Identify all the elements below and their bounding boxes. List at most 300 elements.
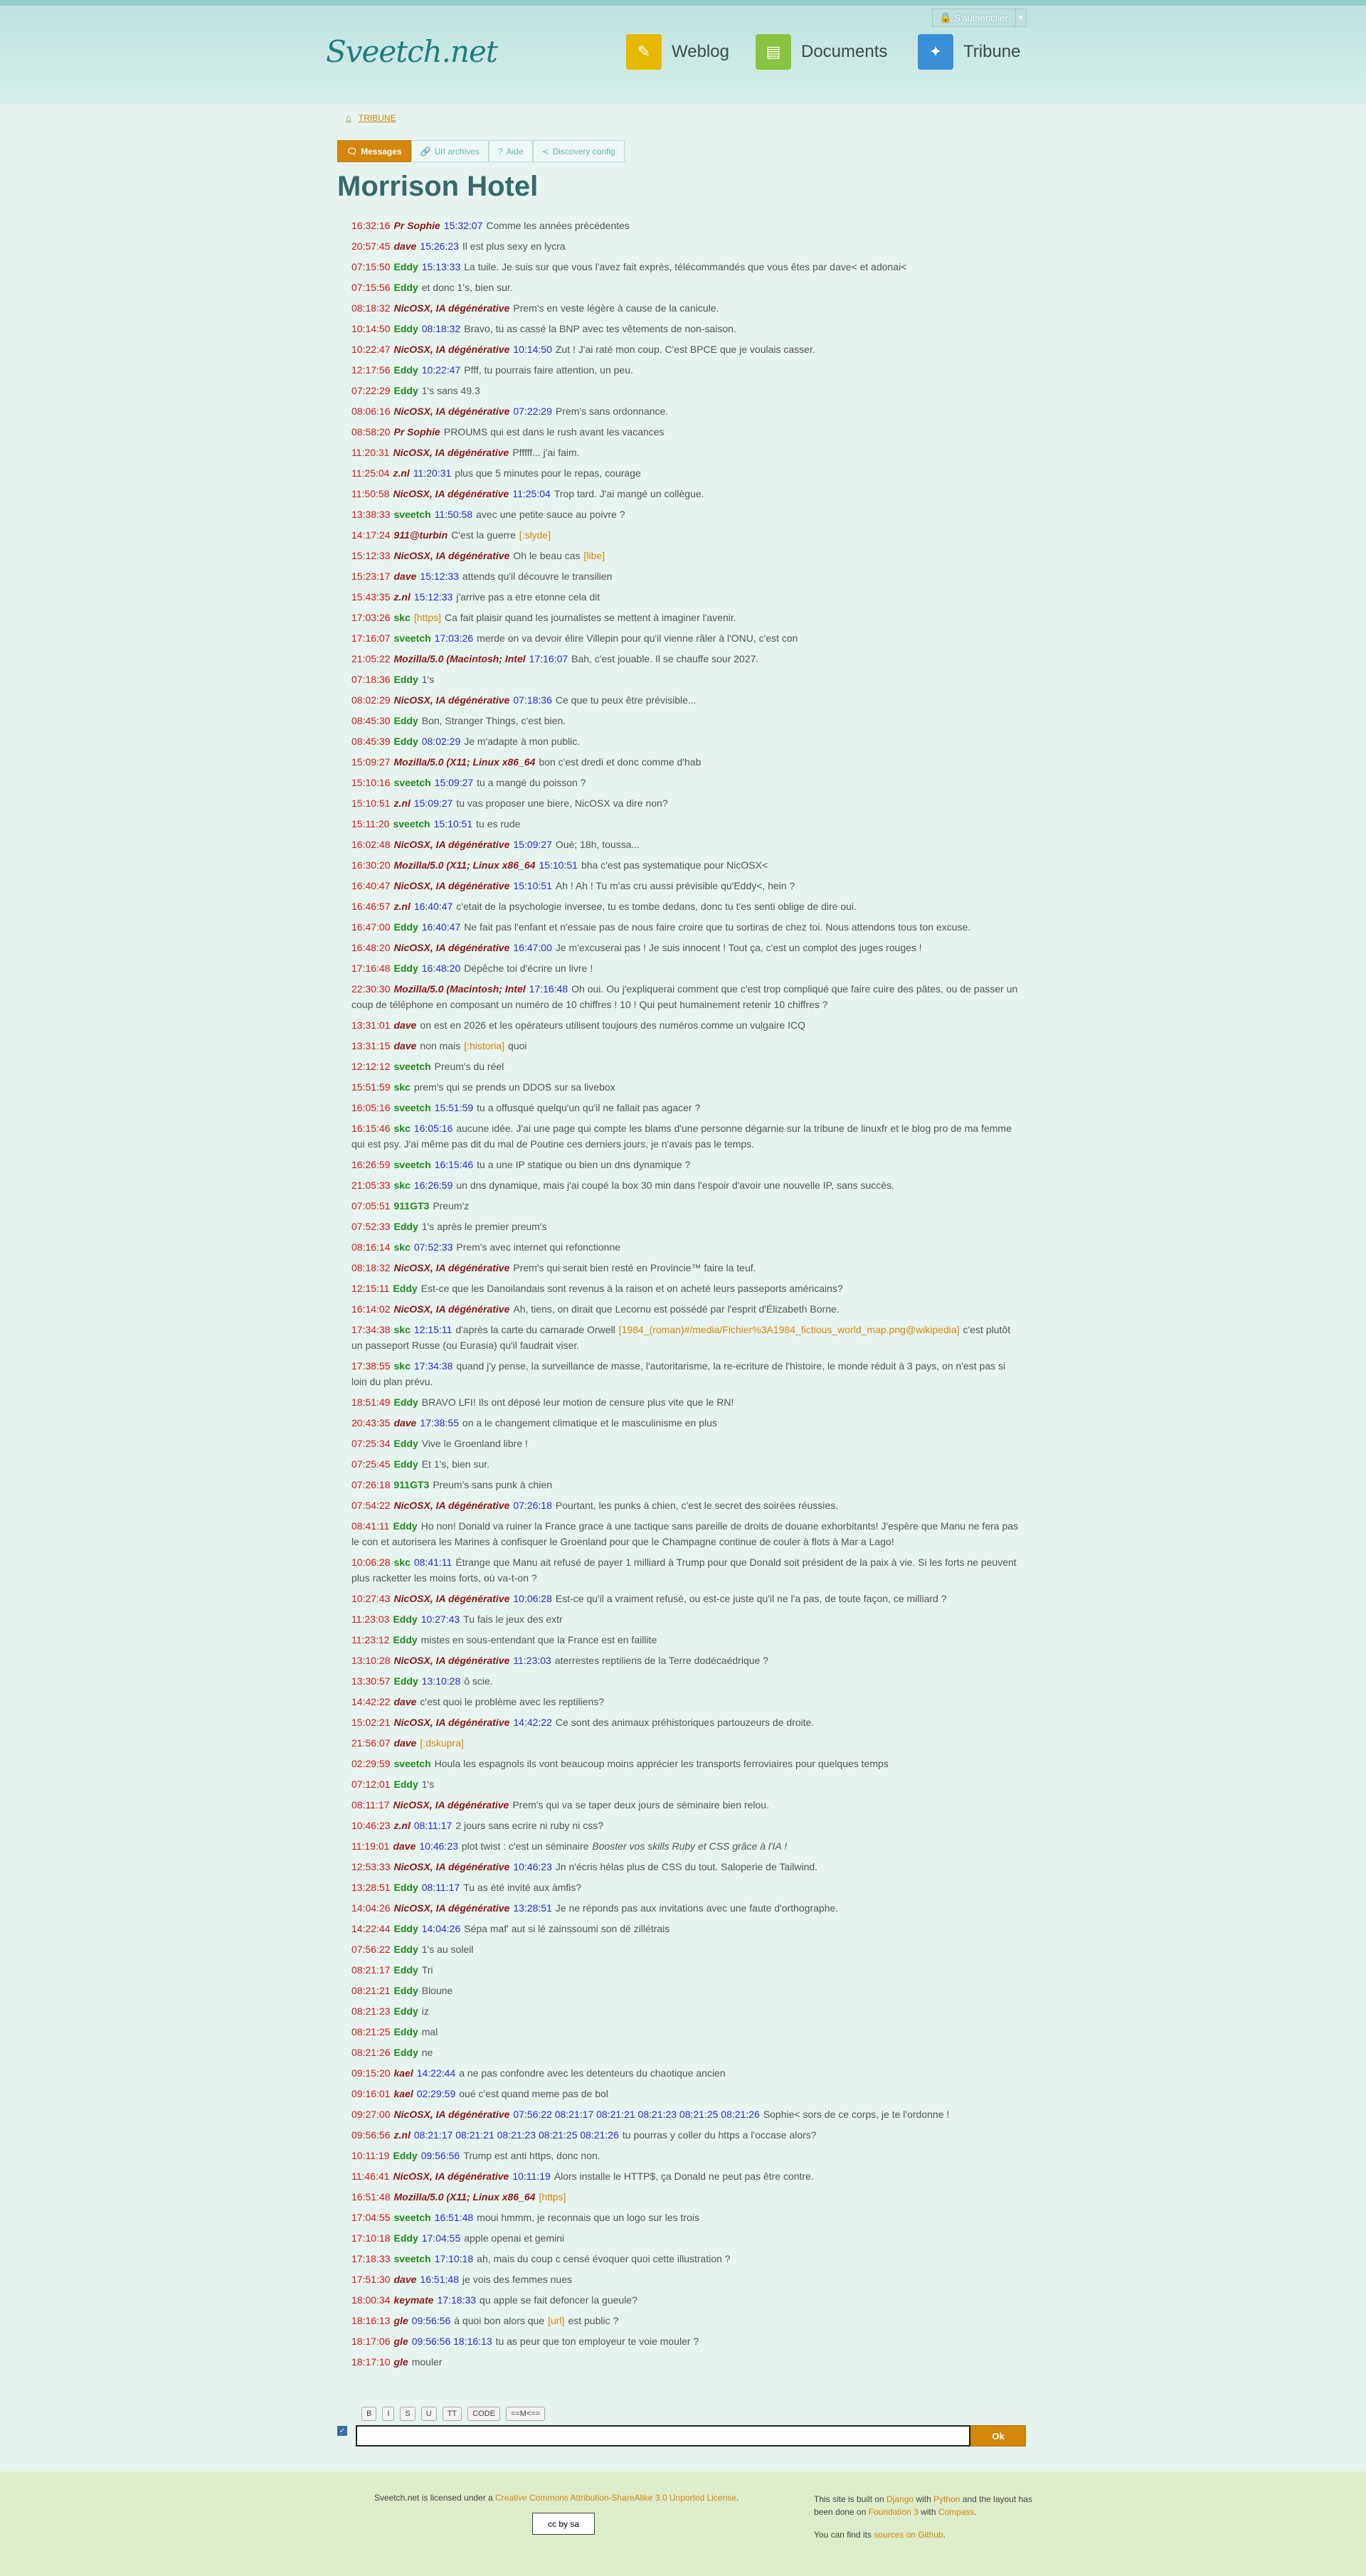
reply-reference[interactable]: 07:22:29 <box>513 406 552 417</box>
tab-aide-label: Aide <box>506 146 524 157</box>
reply-reference[interactable]: 08:11:17 <box>421 1882 460 1893</box>
message-clock[interactable]: 13:28:51 <box>351 1882 391 1893</box>
message-clock[interactable]: 10:22:47 <box>351 344 391 355</box>
message-clock[interactable]: 09:27:00 <box>351 2109 391 2120</box>
message-author: Eddy <box>393 2047 418 2058</box>
reply-reference[interactable]: 10:46:23 <box>513 1861 552 1872</box>
nav-documents-label: Documents <box>801 42 888 61</box>
message-text: tu es rude <box>476 818 521 829</box>
message-text: Tu fais le jeux des extr <box>463 1613 563 1625</box>
message-input[interactable] <box>356 2425 970 2447</box>
message-clock[interactable]: 08:18:32 <box>351 302 391 314</box>
message-clock[interactable]: 09:15:20 <box>351 2067 391 2079</box>
nav-tribune[interactable] <box>918 34 1020 70</box>
message-clock[interactable]: 13:10:28 <box>351 1655 391 1666</box>
reply-reference[interactable]: 16:51:48 <box>420 2274 459 2285</box>
message-author: NicOSX, IA dégénérative <box>393 839 510 850</box>
message-clock[interactable]: 12:15:11 <box>351 1283 390 1294</box>
message-clock[interactable]: 18:17:10 <box>351 2356 391 2368</box>
message-clock[interactable]: 11:23:03 <box>351 1613 390 1625</box>
reply-reference[interactable]: 08:21:17 08:21:21 08:21:23 08:21:25 08:21:26 <box>413 2129 619 2141</box>
message-link[interactable]: [:historia] <box>464 1040 505 1051</box>
message-clock[interactable]: 08:18:32 <box>351 1262 391 1273</box>
message-row <box>351 2230 1023 2246</box>
site-logo[interactable]: Sveetch.net <box>326 34 497 69</box>
message-row <box>351 1797 1023 1813</box>
reply-reference[interactable]: 07:52:33 <box>413 1241 453 1253</box>
tab-aide[interactable] <box>489 140 533 162</box>
reply-reference[interactable]: 16:15:46 <box>434 1159 474 1170</box>
message-clock[interactable]: 09:16:01 <box>351 2088 391 2099</box>
submit-button[interactable]: Ok <box>970 2425 1026 2447</box>
message-author: NicOSX, IA dégénérative <box>393 488 509 499</box>
message-clock[interactable]: 08:41:11 <box>351 1520 390 1532</box>
reply-reference[interactable]: 17:16:07 <box>529 653 568 664</box>
python-link[interactable]: Python <box>933 2494 960 2504</box>
reply-reference[interactable]: 11:25:04 <box>512 488 551 499</box>
reply-reference[interactable]: 15:13:33 <box>421 261 461 272</box>
message-clock[interactable]: 08:21:26 <box>351 2047 391 2058</box>
message-clock[interactable]: 08:58:20 <box>351 426 391 438</box>
checkbox[interactable]: ✓ <box>337 2426 347 2436</box>
message-clock[interactable]: 07:12:01 <box>351 1779 391 1790</box>
message-text: tu a mangé du poisson ? <box>477 777 586 788</box>
message-clock[interactable]: 17:10:18 <box>351 2232 391 2244</box>
message-clock[interactable]: 15:02:21 <box>351 1717 391 1728</box>
message-row <box>351 280 1023 295</box>
message-row <box>351 238 1023 254</box>
message-clock[interactable]: 08:21:23 <box>351 2005 391 2017</box>
message-clock[interactable]: 17:16:07 <box>351 632 391 644</box>
reply-reference[interactable]: 15:26:23 <box>420 240 459 252</box>
message-clock[interactable]: 11:25:04 <box>351 467 390 479</box>
format-button[interactable]: S <box>400 2407 415 2421</box>
message-clock[interactable]: 21:56:07 <box>351 1737 391 1749</box>
reply-reference[interactable]: 11:23:03 <box>513 1655 551 1666</box>
message-clock[interactable]: 17:03:26 <box>351 612 391 623</box>
message-clock[interactable]: 18:16:13 <box>351 2315 391 2326</box>
message-row <box>351 259 1023 275</box>
cc-badge-text: cc by sa <box>547 2518 579 2529</box>
reply-reference[interactable]: 17:38:55 <box>420 1417 459 1429</box>
message-clock[interactable]: 16:26:59 <box>351 1159 391 1170</box>
reply-reference[interactable]: 15:51:59 <box>434 1102 474 1113</box>
message-clock[interactable]: 18:17:06 <box>351 2336 391 2347</box>
message-clock[interactable]: 17:51:30 <box>351 2274 391 2285</box>
message-author: dave <box>393 2274 417 2285</box>
message-text: attends qu'il découvre le transilien <box>462 571 613 582</box>
message-clock[interactable]: 08:06:16 <box>351 406 391 417</box>
message-row <box>351 899 1023 914</box>
reply-reference[interactable]: 15:10:51 <box>433 818 473 829</box>
message-clock[interactable]: 11:23:12 <box>351 1634 390 1645</box>
message-clock[interactable]: 11:50:58 <box>351 488 390 499</box>
reply-reference[interactable]: 10:46:23 <box>419 1840 458 1852</box>
message-row <box>351 1554 1023 1586</box>
nav-documents[interactable] <box>756 34 887 70</box>
reply-reference[interactable]: 16:51:48 <box>434 2212 474 2223</box>
message-author: 911@turbin <box>393 529 448 541</box>
message-text: Preum'z <box>433 1200 470 1212</box>
message-link[interactable]: [:slyde] <box>519 529 551 541</box>
tab-messages[interactable] <box>337 140 411 162</box>
message-clock[interactable]: 17:34:38 <box>351 1324 391 1335</box>
message-row <box>351 1198 1023 1214</box>
message-row <box>351 1859 1023 1875</box>
message-author: Eddy <box>393 1923 418 1934</box>
compass-link[interactable]: Compass <box>938 2507 975 2517</box>
message-text: on a le changement climatique et le masculinisme en plus <box>462 1417 717 1429</box>
reply-reference[interactable]: 08:11:17 <box>413 1820 452 1831</box>
reply-reference[interactable]: 11:20:31 <box>413 467 452 479</box>
message-text: Bravo, tu as cassé la BNP avec tes vêtements de non-saison. <box>464 323 736 334</box>
message-author: sveetch <box>393 1102 431 1113</box>
message-row <box>351 218 1023 233</box>
reply-reference[interactable]: 13:10:28 <box>421 1675 461 1687</box>
reply-reference[interactable]: 10:14:50 <box>513 344 552 355</box>
message-row <box>351 2086 1023 2101</box>
reply-reference[interactable]: 09:56:56 <box>411 2315 451 2326</box>
top-strip <box>0 0 1366 6</box>
message-link[interactable]: [https] <box>539 2191 566 2203</box>
message-row <box>351 2127 1023 2143</box>
message-clock[interactable]: 16:14:02 <box>351 1303 391 1315</box>
message-clock[interactable]: 10:14:50 <box>351 323 391 334</box>
github-link[interactable]: sources on Github <box>874 2530 943 2540</box>
reply-reference[interactable]: 16:05:16 <box>413 1123 453 1134</box>
message-text: Bon, Stranger Things, c'est bien. <box>421 715 566 726</box>
message-author: z.nl <box>393 467 410 479</box>
message-author: skc <box>393 1123 411 1134</box>
message-text: iz <box>421 2005 429 2017</box>
message-text: Comme les années précédentes <box>486 220 630 231</box>
message-author: Eddy <box>393 736 418 747</box>
message-clock[interactable]: 15:11:20 <box>351 818 390 829</box>
message-clock[interactable]: 20:57:45 <box>351 240 391 252</box>
message-author: Mozilla/5.0 (Macintosh; Intel <box>393 653 526 664</box>
reply-reference[interactable]: 10:22:47 <box>421 364 461 376</box>
cc-badge[interactable] <box>532 2513 595 2535</box>
message-row <box>351 1900 1023 1916</box>
message-row <box>351 1059 1023 1074</box>
message-clock[interactable]: 08:21:25 <box>351 2026 391 2037</box>
message-row <box>351 2272 1023 2287</box>
message-row <box>351 1983 1023 1998</box>
message-author: z.nl <box>393 1820 411 1831</box>
reply-reference[interactable]: 16:26:59 <box>413 1180 453 1191</box>
message-clock[interactable]: 13:38:33 <box>351 509 391 520</box>
message-clock[interactable]: 07:25:34 <box>351 1438 391 1449</box>
message-clock[interactable]: 14:42:22 <box>351 1696 391 1707</box>
message-clock[interactable]: 14:04:26 <box>351 1902 391 1914</box>
message-text: Je m'excuserai pas ! Je suis innocent ! Tout ça, c'est un complot des juges rouges ! <box>555 942 922 953</box>
message-clock[interactable]: 07:26:18 <box>351 1479 391 1490</box>
message-row <box>351 589 1023 605</box>
message-clock[interactable]: 15:10:51 <box>351 797 391 809</box>
message-clock[interactable]: 17:16:48 <box>351 963 391 974</box>
reply-reference[interactable]: 17:16:48 <box>529 983 568 995</box>
message-clock[interactable]: 10:11:19 <box>351 2150 390 2161</box>
message-clock[interactable]: 07:18:36 <box>351 674 391 685</box>
reply-reference[interactable]: 09:56:56 18:16:13 <box>411 2336 492 2347</box>
breadcrumb <box>346 112 396 123</box>
message-clock[interactable]: 15:51:59 <box>351 1081 391 1093</box>
message-clock[interactable]: 02:29:59 <box>351 1758 391 1769</box>
message-text: ne <box>421 2047 433 2058</box>
message-author: dave <box>393 1040 417 1051</box>
message-clock[interactable]: 07:56:22 <box>351 1944 391 1955</box>
message-author: Eddy <box>393 1944 418 1955</box>
reply-reference[interactable]: 15:32:07 <box>443 220 483 231</box>
message-row <box>351 2106 1023 2122</box>
message-clock[interactable]: 16:05:16 <box>351 1102 391 1113</box>
footer-license <box>374 2493 738 2503</box>
message-clock[interactable]: 08:45:30 <box>351 715 391 726</box>
reply-reference[interactable]: 15:09:27 <box>413 797 453 809</box>
reply-reference[interactable]: 10:06:28 <box>513 1593 552 1604</box>
nav-weblog[interactable] <box>626 34 729 70</box>
message-author: dave <box>393 571 417 582</box>
nav-weblog-label: Weblog <box>672 42 729 61</box>
message-author: gle <box>393 2315 408 2326</box>
message-clock[interactable]: 16:47:00 <box>351 921 391 933</box>
message-author: Eddy <box>393 1458 418 1470</box>
message-clock[interactable]: 13:31:15 <box>351 1040 391 1051</box>
message-clock[interactable]: 16:30:20 <box>351 859 391 871</box>
message-row <box>351 2354 1023 2370</box>
format-button[interactable]: I <box>382 2407 394 2421</box>
message-clock[interactable]: 08:11:17 <box>351 1799 390 1811</box>
message-clock[interactable]: 15:10:16 <box>351 777 391 788</box>
tab-bar <box>337 140 625 162</box>
reply-reference[interactable]: 17:34:38 <box>413 1360 453 1372</box>
message-clock[interactable]: 18:51:49 <box>351 1396 391 1408</box>
message-clock[interactable]: 16:46:57 <box>351 901 391 912</box>
message-clock[interactable]: 09:56:56 <box>351 2129 391 2141</box>
message-author: Eddy <box>393 1985 418 1996</box>
reply-reference[interactable]: 10:27:43 <box>420 1613 460 1625</box>
message-text: Et 1's, bien sur. <box>421 1458 490 1470</box>
format-button[interactable]: U <box>421 2407 437 2421</box>
reply-reference[interactable]: 14:42:22 <box>513 1717 552 1728</box>
message-clock[interactable]: 08:21:21 <box>351 1985 391 1996</box>
reply-reference[interactable]: 17:03:26 <box>434 632 474 644</box>
message-clock[interactable]: 13:31:01 <box>351 1019 391 1031</box>
message-text: j'arrive pas a etre etonne cela dit <box>456 591 600 603</box>
home-icon[interactable]: ⌂ <box>346 112 351 123</box>
reply-reference[interactable]: 13:28:51 <box>513 1902 552 1914</box>
breadcrumb-tribune[interactable]: TRIBUNE <box>358 112 396 123</box>
message-clock[interactable]: 16:48:20 <box>351 942 391 953</box>
help-icon: ? <box>497 146 503 157</box>
message-clock[interactable]: 10:46:23 <box>351 1820 391 1831</box>
reply-reference[interactable]: 14:22:44 <box>416 2067 456 2079</box>
message-author: Pr Sophie <box>393 220 440 231</box>
message-row <box>351 1498 1023 1513</box>
message-clock[interactable]: 07:05:51 <box>351 1200 391 1212</box>
format-button[interactable]: ==M<== <box>506 2407 545 2421</box>
reply-reference[interactable]: 16:48:20 <box>421 963 461 974</box>
message-text: Ho non! Donald va ruiner la France grace à une tactique sans pareille de droits de douane exhorbitants! J'espère que Manu ne fera pas le con et autorisera les Marines à confisquer le Groenland pour que le Champagne continue de couler à flots à Mar a Lago! <box>351 1520 1019 1547</box>
message-clock[interactable]: 10:27:43 <box>351 1593 391 1604</box>
message-clock[interactable]: 08:45:39 <box>351 736 391 747</box>
reply-reference[interactable]: 16:40:47 <box>421 921 461 933</box>
reply-reference[interactable]: 15:10:51 <box>513 880 552 891</box>
reply-reference[interactable]: 14:04:26 <box>421 1923 461 1934</box>
message-clock[interactable]: 11:19:01 <box>351 1840 390 1852</box>
message-clock[interactable]: 15:09:27 <box>351 756 391 768</box>
reply-reference[interactable]: 17:04:55 <box>421 2232 461 2244</box>
composer <box>337 2407 1027 2447</box>
message-author: Eddy <box>393 1779 418 1790</box>
message-clock[interactable]: 07:52:33 <box>351 1221 391 1232</box>
license-link[interactable]: Creative Commons Attribution-ShareAlike 3.0 Unported License <box>495 2493 736 2503</box>
reply-reference[interactable]: 11:50:58 <box>434 509 473 520</box>
reply-reference[interactable]: 16:40:47 <box>413 901 453 912</box>
reply-reference[interactable]: 07:56:22 08:21:17 08:21:21 08:21:23 08:21:25 08:21:26 <box>513 2109 760 2120</box>
message-clock[interactable]: 14:22:44 <box>351 1923 391 1934</box>
message-clock[interactable]: 08:21:17 <box>351 1964 391 1976</box>
message-clock[interactable]: 12:12:12 <box>351 1061 391 1072</box>
message-author: dave <box>393 1019 417 1031</box>
message-row <box>351 321 1023 336</box>
message-link[interactable]: [https] <box>413 612 441 623</box>
message-author: Mozilla/5.0 (Macintosh; Intel <box>393 983 526 995</box>
message-clock[interactable]: 17:18:33 <box>351 2253 391 2264</box>
message-row <box>351 1079 1023 1095</box>
message-author: NicOSX, IA dégénérative <box>393 1861 510 1872</box>
message-author: Eddy <box>393 385 418 396</box>
message-clock[interactable]: 15:23:17 <box>351 571 391 582</box>
message-text: Prem's avec internet qui refonctionne <box>456 1241 621 1253</box>
reply-reference[interactable]: 17:18:33 <box>437 2294 477 2306</box>
tab-url-archives[interactable] <box>411 140 489 162</box>
message-row <box>351 1394 1023 1410</box>
reply-reference[interactable]: 15:09:27 <box>434 777 474 788</box>
message-clock[interactable]: 14:17:24 <box>351 529 391 541</box>
message-text: Alors installe le HTTP$, ça Donald ne peut pas être contre. <box>554 2170 814 2182</box>
reply-reference[interactable]: 15:10:51 <box>539 859 578 871</box>
message-clock[interactable]: 16:15:46 <box>351 1123 391 1134</box>
message-clock[interactable]: 16:51:48 <box>351 2191 391 2203</box>
format-button[interactable]: TT <box>443 2407 462 2421</box>
tab-discovery-config[interactable] <box>533 140 625 162</box>
reply-reference[interactable]: 15:12:33 <box>413 591 453 603</box>
message-link[interactable]: [:dskupra] <box>420 1737 464 1749</box>
message-author: skc <box>393 1324 411 1335</box>
message-author: dave <box>393 1737 417 1749</box>
message-author: dave <box>393 240 417 252</box>
message-clock[interactable]: 12:53:33 <box>351 1861 391 1872</box>
message-row <box>351 383 1023 398</box>
foundation-link[interactable]: Foundation 3 <box>868 2507 918 2517</box>
reply-reference[interactable]: 10:11:19 <box>512 2170 551 2182</box>
message-clock[interactable]: 08:02:29 <box>351 694 391 706</box>
reply-reference[interactable]: 15:09:27 <box>513 839 552 850</box>
message-text-tail: est public ? <box>568 2315 619 2326</box>
message-link[interactable]: [libe] <box>583 550 605 561</box>
message-author: sveetch <box>393 632 431 644</box>
message-text: mouler <box>411 2356 443 2368</box>
message-clock[interactable]: 07:15:50 <box>351 261 391 272</box>
format-button[interactable]: B <box>361 2407 376 2421</box>
message-text: Preum's du réel <box>434 1061 504 1072</box>
message-clock[interactable]: 07:25:45 <box>351 1458 391 1470</box>
message-text: apple openai et gemini <box>464 2232 565 2244</box>
message-row <box>351 1673 1023 1689</box>
message-clock[interactable]: 13:30:57 <box>351 1675 391 1687</box>
message-clock[interactable]: 08:16:14 <box>351 1241 391 1253</box>
message-row <box>351 1120 1023 1152</box>
with-text-2: with <box>918 2507 938 2517</box>
message-clock[interactable]: 17:04:55 <box>351 2212 391 2223</box>
message-clock[interactable]: 18:00:34 <box>351 2294 391 2306</box>
message-clock[interactable]: 15:12:33 <box>351 550 391 561</box>
message-clock[interactable]: 16:32:16 <box>351 220 391 231</box>
django-link[interactable]: Django <box>886 2494 914 2504</box>
reply-reference[interactable]: 07:26:18 <box>513 1500 552 1511</box>
reply-reference[interactable]: 15:12:33 <box>420 571 459 582</box>
message-text: et donc 1's, bien sur. <box>421 282 513 293</box>
message-clock[interactable]: 16:40:47 <box>351 880 391 891</box>
format-button[interactable]: CODE <box>467 2407 500 2421</box>
message-clock[interactable]: 21:05:22 <box>351 653 391 664</box>
reply-reference[interactable]: 08:41:11 <box>413 1557 452 1568</box>
reply-reference[interactable]: 08:02:29 <box>421 736 461 747</box>
message-clock[interactable]: 17:38:55 <box>351 1360 391 1372</box>
message-author: Eddy <box>393 2232 418 2244</box>
auth-button[interactable] <box>932 9 1027 27</box>
reply-reference[interactable]: 09:56:56 <box>420 2150 460 2161</box>
message-link[interactable]: [1984_(roman)#/media/Fichier%3A1984_fictious_world_map.png@wikipedia] <box>618 1324 960 1335</box>
message-text: un dns dynamique, mais j'ai coupé la box 30 min dans l'espoir d'avoir une nouvelle IP, sans succès. <box>456 1180 894 1191</box>
message-text: Trop tard. J'ai mangé un collègue. <box>554 488 704 499</box>
message-text: Oh le beau cas <box>513 550 581 561</box>
message-clock[interactable]: 10:06:28 <box>351 1557 391 1568</box>
message-clock[interactable]: 20:43:35 <box>351 1417 391 1429</box>
message-row <box>351 2003 1023 2019</box>
message-text: tu a une IP statique ou bien un dns dynamique ? <box>477 1159 691 1170</box>
reply-reference[interactable]: 16:47:00 <box>513 942 552 953</box>
message-text: tu as peur que ton employeur te voie mouler ? <box>495 2336 699 2347</box>
message-clock[interactable]: 22:30:30 <box>351 983 391 995</box>
message-clock[interactable]: 16:02:48 <box>351 839 391 850</box>
dot-text-2: . <box>943 2530 946 2540</box>
message-text: Est-ce qu'il a vraiment refusé, ou est-ce juste qu'il ne l'a pas, de toute façon, ce milliard ? <box>555 1593 947 1604</box>
reply-reference[interactable]: 07:18:36 <box>513 694 552 706</box>
reply-reference[interactable]: 12:15:11 <box>413 1324 452 1335</box>
message-clock[interactable]: 07:54:22 <box>351 1500 391 1511</box>
message-link[interactable]: [url] <box>548 2315 565 2326</box>
reply-reference[interactable]: 08:18:32 <box>421 323 461 334</box>
message-clock[interactable]: 11:46:41 <box>351 2170 390 2182</box>
message-row <box>351 672 1023 687</box>
message-row <box>351 1358 1023 1389</box>
chevron-down-icon[interactable]: ▼ <box>1017 14 1024 21</box>
message-clock[interactable]: 11:20:31 <box>351 447 390 458</box>
message-author: NicOSX, IA dégénérative <box>393 1262 510 1273</box>
reply-reference[interactable]: 02:29:59 <box>416 2088 456 2099</box>
reply-reference[interactable]: 17:10:18 <box>434 2253 474 2264</box>
message-row <box>351 1962 1023 1978</box>
message-clock[interactable]: 15:43:35 <box>351 591 391 603</box>
message-row <box>351 1017 1023 1033</box>
message-row <box>351 2313 1023 2328</box>
message-clock[interactable]: 07:15:56 <box>351 282 391 293</box>
message-clock[interactable]: 12:17:56 <box>351 364 391 376</box>
message-clock[interactable]: 07:22:29 <box>351 385 391 396</box>
message-clock[interactable]: 21:05:33 <box>351 1180 391 1191</box>
